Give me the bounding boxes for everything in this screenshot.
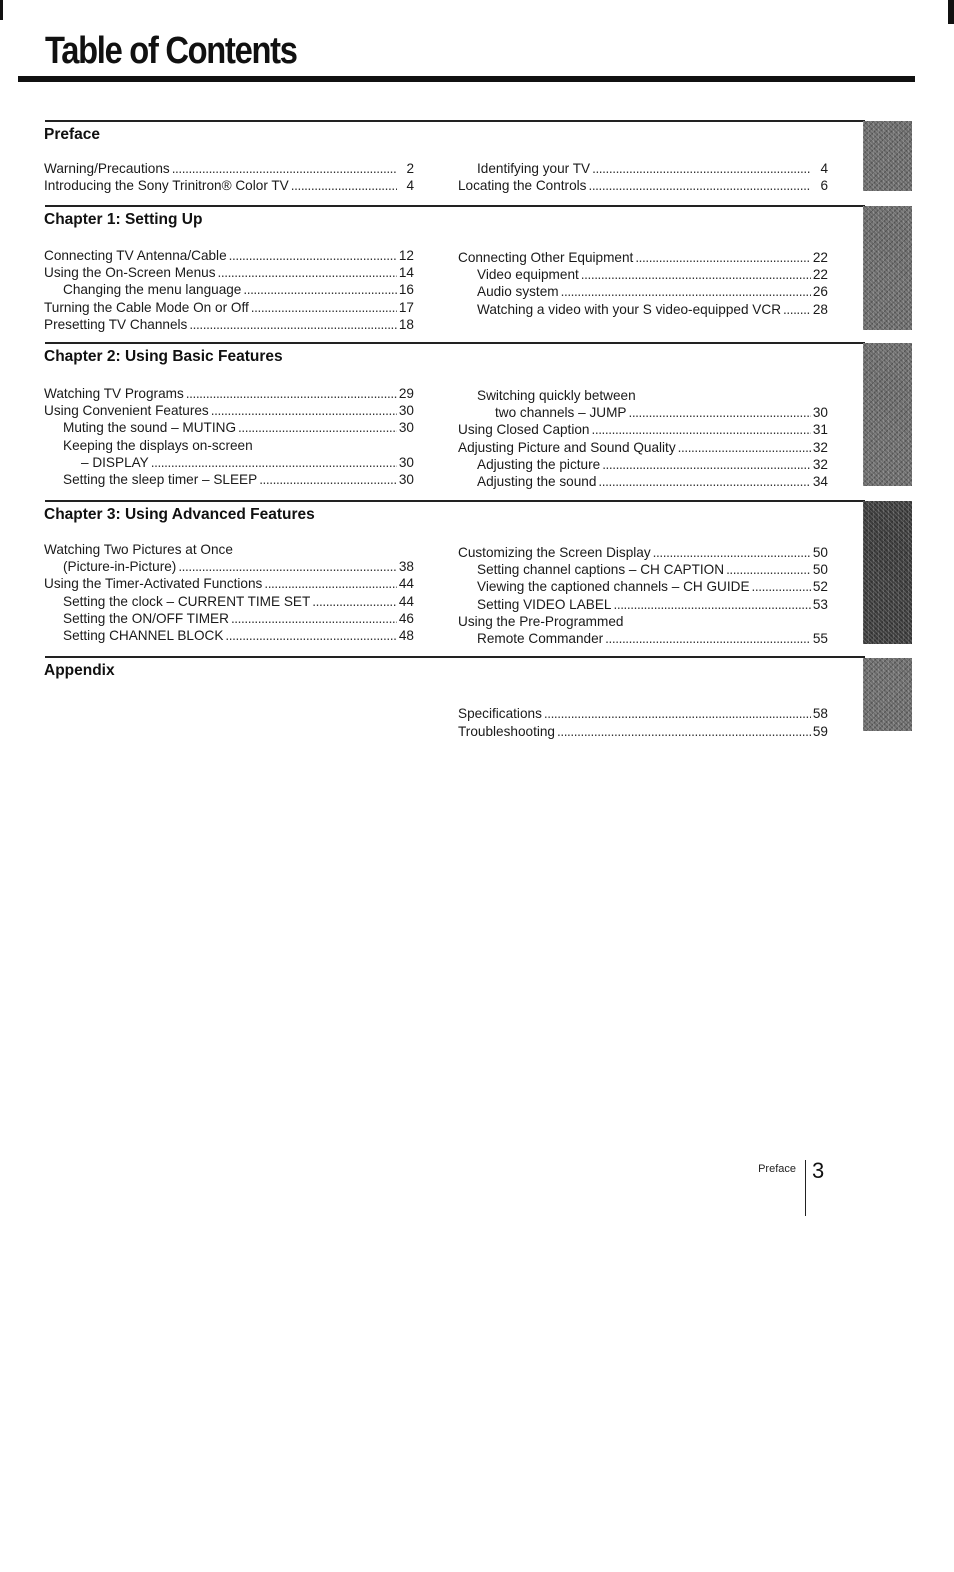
toc-column-right: [458, 544, 828, 647]
toc-entry-label: Setting VIDEO LABEL: [477, 596, 612, 612]
toc-entry-label: Watching Two Pictures at Once: [44, 542, 233, 557]
toc-entry-label: Identifying your TV: [477, 161, 591, 176]
toc-entry-page-number: 55: [812, 631, 828, 647]
section-rule: [45, 342, 865, 344]
toc-entry-label: Setting CHANNEL BLOCK: [63, 628, 224, 644]
toc-entry-label: Watching TV Programs: [44, 386, 184, 401]
section-chapter-3: [0, 500, 954, 656]
toc-entry-page-number: 29: [398, 386, 414, 401]
toc-entry-label: Setting channel captions – CH CAPTION: [477, 562, 725, 578]
dot-leader: [628, 404, 810, 421]
toc-entry: [44, 419, 414, 436]
toc-column-right: [458, 671, 828, 740]
toc-entry-page-number: 16: [398, 282, 414, 298]
dot-leader: [598, 473, 810, 490]
toc-column-left: [44, 385, 414, 488]
section-rule: [45, 656, 865, 658]
toc-entry-label: Warning/Precautions: [44, 161, 170, 176]
dot-leader: [602, 456, 811, 473]
toc-entry-page-number: 31: [812, 422, 828, 438]
thumb-tab-chapter-3: [863, 501, 912, 644]
toc-entry-label: Using the On-Screen Menus: [44, 265, 216, 281]
section-rule: [45, 500, 865, 502]
toc-entry-label: Connecting Other Equipment: [458, 250, 634, 265]
toc-entry-label: two channels – JUMP: [495, 405, 627, 421]
toc-entry-page-number: 6: [820, 178, 828, 194]
toc-entry-label: Specifications: [458, 706, 542, 722]
dot-leader: [592, 160, 811, 177]
page-title: Table of Contents: [45, 30, 297, 72]
toc-entry-label: Remote Commander: [477, 631, 604, 647]
section-heading: Chapter 3: Using Advanced Features: [44, 506, 315, 523]
toc-entry: [44, 299, 414, 316]
toc-entry: [44, 316, 414, 333]
toc-entry: [44, 160, 414, 177]
section-chapter-1: [0, 205, 954, 341]
toc-entry-page-number: 26: [812, 284, 828, 300]
section-heading: Appendix: [44, 662, 115, 679]
toc-entry-page-number: 34: [812, 474, 828, 490]
toc-entry: [44, 281, 414, 298]
toc-entry: [458, 705, 828, 722]
dot-leader: [752, 578, 811, 595]
toc-entry-page-number: 17: [398, 299, 414, 315]
dot-leader: [726, 561, 811, 578]
toc-entry-page-number: 32: [812, 456, 828, 472]
toc-entry: [458, 439, 828, 456]
toc-entry-label: Setting the ON/OFF TIMER: [63, 610, 229, 626]
dot-leader: [229, 247, 397, 264]
toc-entry-page-number: 46: [398, 610, 414, 626]
toc-entry-page-number: 58: [812, 706, 828, 722]
toc-entry-label: (Picture-in-Picture): [63, 559, 177, 575]
toc-entry-label: Setting the clock – CURRENT TIME SET: [63, 593, 311, 609]
footer-divider: [805, 1160, 806, 1216]
toc-entry: [458, 387, 828, 404]
toc-entry-label: Adjusting the picture: [477, 456, 601, 472]
dot-leader: [151, 454, 397, 471]
toc-entry-page-number: 30: [398, 403, 414, 419]
toc-entry: [458, 544, 828, 561]
title-rule: [18, 76, 915, 82]
toc-entry-label: Audio system: [477, 284, 559, 300]
toc-entry: [44, 454, 414, 471]
toc-entry-page-number: 22: [812, 267, 828, 283]
toc-entry: [458, 283, 828, 300]
toc-entry-page-number: 38: [398, 559, 414, 575]
dot-leader: [178, 558, 397, 575]
section-appendix: [0, 656, 954, 746]
toc-entry-page-number: 44: [398, 593, 414, 609]
toc-entry: [44, 385, 414, 402]
toc-entry: [458, 421, 828, 438]
toc-entry-page-number: 52: [812, 579, 828, 595]
toc-entry-page-number: 30: [398, 420, 414, 436]
dot-leader: [264, 575, 397, 592]
toc-entry-page-number: 12: [398, 248, 414, 263]
toc-entry: [458, 473, 828, 490]
toc-entry: [44, 247, 414, 264]
dot-leader: [635, 249, 811, 266]
toc-entry: [44, 177, 414, 194]
toc-entry-label: Troubleshooting: [458, 723, 555, 739]
dot-leader: [678, 439, 811, 456]
edge-mark-right: [948, 0, 954, 24]
toc-entry-label: Using Convenient Features: [44, 403, 209, 419]
toc-entry-page-number: 4: [406, 178, 414, 194]
toc-entry: [458, 630, 828, 647]
dot-leader: [231, 610, 397, 627]
edge-mark-left: [0, 0, 3, 20]
toc-entry: [458, 404, 828, 421]
toc-entry-label: Video equipment: [477, 267, 579, 283]
toc-entry-label: Adjusting Picture and Sound Quality: [458, 439, 676, 455]
section-rule: [45, 120, 865, 122]
toc-column-left: [44, 247, 414, 333]
dot-leader: [588, 177, 811, 194]
dot-leader: [581, 266, 811, 283]
dot-leader: [243, 281, 397, 298]
dot-leader: [783, 301, 811, 318]
dot-leader: [312, 593, 397, 610]
toc-entry-page-number: 2: [406, 161, 414, 176]
toc-entry-page-number: 59: [812, 723, 828, 739]
toc-entry: [458, 578, 828, 595]
section-chapter-2: [0, 342, 954, 500]
toc-entry-label: Switching quickly between: [477, 388, 636, 403]
toc-entry-label: – DISPLAY: [81, 454, 149, 470]
dot-leader: [225, 627, 396, 644]
toc-entry-page-number: 28: [812, 301, 828, 317]
toc-entry-page-number: 4: [820, 161, 828, 176]
toc-entry: [44, 264, 414, 281]
toc-entry: [458, 160, 828, 177]
toc-entry-label: Watching a video with your S video-equipped VCR: [477, 301, 782, 317]
toc-entry: [44, 541, 414, 558]
toc-entry: [458, 561, 828, 578]
toc-entry-label: Using the Timer-Activated Functions: [44, 576, 263, 592]
toc-entry: [458, 177, 828, 194]
toc-entry-page-number: 18: [398, 316, 414, 332]
toc-column-left: [44, 160, 414, 194]
dot-leader: [291, 177, 397, 194]
section-heading: Chapter 2: Using Basic Features: [44, 348, 283, 365]
thumb-tab-preface: [863, 121, 912, 191]
toc-entry: [44, 593, 414, 610]
toc-entry: [44, 471, 414, 488]
toc-entry-label: Muting the sound – MUTING: [63, 420, 237, 436]
thumb-tab-chapter-2: [863, 343, 912, 486]
toc-entry-label: Using the Pre-Programmed: [458, 613, 624, 629]
toc-entry: [44, 610, 414, 627]
dot-leader: [561, 283, 811, 300]
toc-entry-label: Introducing the Sony Trinitron® Color TV: [44, 178, 289, 194]
dot-leader: [259, 471, 397, 488]
toc-entry: [458, 456, 828, 473]
toc-entry: [458, 688, 828, 705]
dot-leader: [605, 630, 811, 647]
toc-entry: [458, 266, 828, 283]
toc-entry-label: Locating the Controls: [458, 178, 587, 194]
toc-entry: [458, 723, 828, 740]
dot-leader: [172, 160, 397, 177]
page-number: 3: [812, 1158, 825, 1183]
dot-leader: [591, 421, 810, 438]
toc-entry: [44, 627, 414, 644]
thumb-tab-chapter-1: [863, 206, 912, 330]
toc-entry-page-number: 30: [398, 472, 414, 488]
toc-entry-page-number: 53: [812, 596, 828, 612]
toc-entry: [44, 575, 414, 592]
toc-entry-page-number: 50: [812, 562, 828, 578]
dot-leader: [238, 419, 397, 436]
toc-entry: [458, 671, 828, 688]
toc-entry-label: Setting the sleep timer – SLEEP: [63, 472, 258, 488]
toc-column-left: [44, 541, 414, 644]
footer-section-label: Preface: [758, 1163, 796, 1175]
toc-entry-page-number: 22: [812, 250, 828, 265]
thumb-tab-appendix: [863, 658, 912, 731]
section-rule: [45, 205, 865, 207]
section-heading: Chapter 1: Setting Up: [44, 211, 203, 228]
toc-entry: [458, 596, 828, 613]
toc-entry-label: Using Closed Caption: [458, 422, 590, 438]
section-preface: [0, 120, 954, 204]
dot-leader: [218, 264, 397, 281]
toc-entry-page-number: 32: [812, 439, 828, 455]
toc-entry: [458, 301, 828, 318]
toc-entry: [44, 402, 414, 419]
toc-entry-page-number: 48: [398, 628, 414, 644]
dot-leader: [186, 385, 397, 402]
toc-entry: [458, 613, 828, 630]
toc-entry-label: Connecting TV Antenna/Cable: [44, 248, 227, 263]
toc-entry: [44, 558, 414, 575]
toc-entry: [44, 437, 414, 454]
dot-leader: [614, 596, 811, 613]
toc-entry-label: Keeping the displays on-screen: [63, 437, 253, 453]
dot-leader: [211, 402, 397, 419]
toc-entry-page-number: 44: [398, 576, 414, 592]
toc-entry-label: Presetting TV Channels: [44, 316, 188, 332]
dot-leader: [557, 723, 811, 740]
toc-entry-label: Adjusting the sound: [477, 474, 597, 490]
toc-entry: [458, 249, 828, 266]
toc-entry-page-number: 30: [398, 454, 414, 470]
toc-entry-label: Viewing the captioned channels – CH GUIDE: [477, 579, 750, 595]
page-footer: [760, 1160, 840, 1216]
toc-column-right: [458, 387, 828, 490]
section-heading: Preface: [44, 126, 101, 143]
dot-leader: [544, 705, 811, 722]
toc-entry-page-number: 30: [812, 405, 828, 421]
dot-leader: [251, 299, 397, 316]
toc-column-right: [458, 249, 828, 318]
dot-leader: [653, 544, 811, 561]
toc-entry-label: Changing the menu language: [63, 282, 242, 298]
toc-entry-page-number: 50: [812, 545, 828, 560]
toc-column-right: [458, 160, 828, 194]
toc-entry-label: Turning the Cable Mode On or Off: [44, 299, 249, 315]
dot-leader: [189, 316, 397, 333]
toc-entry-label: Customizing the Screen Display: [458, 545, 651, 560]
toc-entry-page-number: 14: [398, 265, 414, 281]
